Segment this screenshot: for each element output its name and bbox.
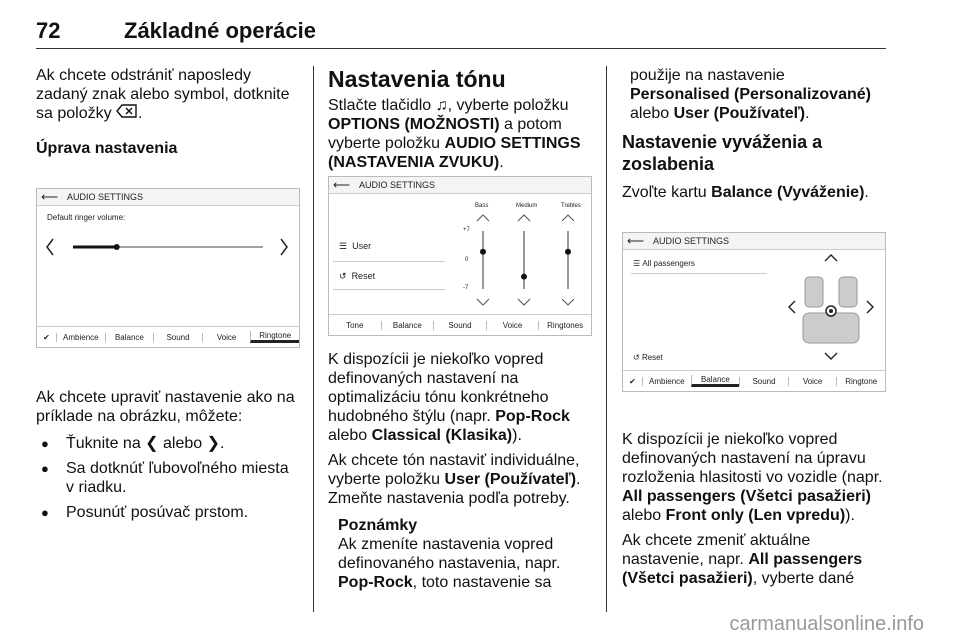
column-1 (36, 66, 298, 158)
paragraph: použije na nastavenie Personalised (Personalizované) alebo User (Používateľ). (630, 67, 871, 122)
note-text: Ak zmeníte nastavenia vopred definovaného nastavenia, napr. Pop-Rock, toto nastavenie sa (338, 536, 561, 591)
tab-balance[interactable]: Balance (691, 375, 740, 387)
tab-balance[interactable]: Balance (381, 321, 434, 330)
tab-bar (329, 314, 591, 335)
column-1-lower (36, 388, 298, 528)
tab-voice[interactable]: Voice (486, 321, 539, 330)
setting-label: Default ringer volume: (47, 213, 126, 222)
screen-title: AUDIO SETTINGS (67, 192, 144, 202)
band-label-trebles: Trebles (561, 203, 581, 209)
tab-voice[interactable]: Voice (788, 377, 837, 386)
paragraph: Ak chcete odstrániť naposledy zadaný znak alebo symbol, dotknite sa položky . (36, 67, 290, 122)
note-box (328, 516, 596, 592)
paragraph: Ak chcete upraviť nastavenie ako na príklade na obrázku, môžete: (36, 389, 295, 425)
chevron-left-icon: ❮ (145, 435, 159, 452)
confirm-icon[interactable]: ✔ (629, 376, 636, 386)
paragraph: Stlačte tlačidlo ♫, vyberte položku OPTIONS (MOŽNOSTI) a potom vyberte položku AUDIO SETTINGS (NASTAVENIA ZVUKU). (328, 97, 581, 171)
chevron-up-icon[interactable] (518, 215, 530, 221)
backspace-icon (116, 104, 138, 123)
tab-ambience[interactable]: Ambience (56, 333, 105, 342)
tab-tone[interactable]: Tone (346, 320, 364, 330)
screen-header (623, 233, 885, 250)
chevron-down-icon[interactable] (477, 299, 489, 305)
list-item: ● Ťuknite na ❮ alebo ❯. (36, 434, 298, 453)
back-arrow-icon: ⟵ (333, 178, 351, 192)
tab-voice[interactable]: Voice (202, 333, 251, 342)
reset-button[interactable]: ↺ Reset (633, 353, 663, 362)
chevron-down-icon[interactable] (518, 299, 530, 305)
column-3-lower (622, 430, 884, 588)
tab-balance[interactable]: Balance (105, 333, 154, 342)
chevron-up-icon[interactable] (477, 215, 489, 221)
seat-balance-map[interactable] (773, 253, 885, 368)
column-2-lower (328, 350, 596, 592)
subheading: Úprava nastavenia (36, 140, 178, 157)
balance-settings-screenshot (622, 232, 886, 392)
section-heading: Nastavenie vyváženia a zoslabenia (622, 132, 823, 174)
tab-ringtone[interactable]: Ringtone (250, 331, 299, 343)
eq-knob[interactable] (565, 249, 571, 255)
scale-mid-label: 0 (465, 257, 469, 263)
slider-knob (114, 244, 120, 250)
paragraph: Zvoľte kartu Balance (Vyváženie). (622, 184, 869, 201)
chevron-down-icon (825, 353, 837, 359)
chevron-left-icon (789, 301, 795, 313)
band-label-medium: Medium (516, 203, 538, 209)
preset-user[interactable]: ☰ User (339, 241, 372, 251)
paragraph: Ak chcete zmeniť aktuálne nastavenie, napr. All passengers (Všetci pasažieri), vyberte dané (622, 532, 863, 587)
volume-slider[interactable] (37, 229, 299, 269)
chevron-down-icon[interactable] (562, 299, 574, 305)
audio-settings-screenshot (36, 188, 300, 348)
tab-sound[interactable]: Sound (433, 321, 486, 330)
reset-button[interactable]: ↺ Reset (339, 271, 376, 281)
page-header: Základné operácie (124, 18, 316, 43)
tab-ambience[interactable]: Ambience (642, 377, 691, 386)
reset-icon: ↺ (633, 353, 640, 362)
tab-bar (37, 326, 299, 347)
confirm-icon[interactable]: ✔ (43, 332, 50, 342)
tone-settings-screenshot (328, 176, 592, 336)
tab-bar (623, 370, 885, 391)
screen-header (37, 189, 299, 206)
chevron-right-icon: ❯ (206, 435, 221, 452)
screen-title: AUDIO SETTINGS (359, 180, 436, 190)
section-heading: Nastavenia tónu (328, 66, 506, 92)
scale-min-label: -7 (463, 285, 469, 291)
reset-icon: ↺ (339, 271, 347, 281)
tab-sound[interactable]: Sound (739, 377, 788, 386)
watermark: carmanualsonline.info (729, 613, 924, 635)
chevron-up-icon[interactable] (562, 215, 574, 221)
bullet-list (36, 434, 298, 522)
chevron-right-icon (867, 301, 873, 313)
tab-ringtones[interactable]: Ringtones (538, 321, 591, 330)
preset-all-passengers[interactable]: ☰ All passengers (633, 259, 695, 268)
eq-knob[interactable] (480, 249, 486, 255)
column-3 (622, 66, 884, 202)
music-note-icon: ♫ (435, 97, 448, 114)
back-arrow-icon: ⟵ (627, 234, 645, 248)
chevron-left-icon (47, 239, 53, 255)
column-2 (328, 66, 596, 172)
column-divider (313, 66, 314, 612)
list-item: ● Posunúť posúvač prstom. (36, 503, 298, 522)
paragraph: Ak chcete tón nastaviť individuálne, vyberte položku User (Používateľ). Zmeňte nastavenia podľa potreby. (328, 452, 581, 507)
chevron-right-icon (281, 239, 287, 255)
scale-max-label: +7 (463, 227, 470, 233)
tab-ringtone[interactable]: Ringtone (836, 377, 885, 386)
page-number: 72 (36, 18, 61, 43)
list-icon: ☰ (339, 241, 348, 251)
paragraph: K dispozícii je niekoľko vopred definovaných nastavení na úpravu rozloženia hlasitosti vo vozidle (napr. All passengers (Všetci pasažieri) alebo Front only (Len vpredu)). (622, 431, 883, 524)
paragraph: K dispozícii je niekoľko vopred definovaných nastavení na optimalizáciu tónu konkrétneho hudobného štýlu (napr. Pop-Rock alebo Classical (Klasika)). (328, 351, 570, 444)
band-label-bass: Bass (475, 203, 489, 209)
list-item: ● Sa dotknúť ľubovoľného miesta v riadku. (36, 459, 298, 497)
equalizer[interactable] (329, 177, 591, 335)
chevron-up-icon (825, 255, 837, 261)
note-heading: Poznámky (338, 517, 418, 534)
column-divider (606, 66, 607, 612)
back-arrow-icon: ⟵ (41, 190, 59, 204)
tab-sound[interactable]: Sound (153, 333, 202, 342)
eq-knob[interactable] (521, 274, 527, 280)
list-icon: ☰ (633, 259, 641, 268)
header-rule (36, 48, 886, 49)
screen-title: AUDIO SETTINGS (653, 236, 730, 246)
